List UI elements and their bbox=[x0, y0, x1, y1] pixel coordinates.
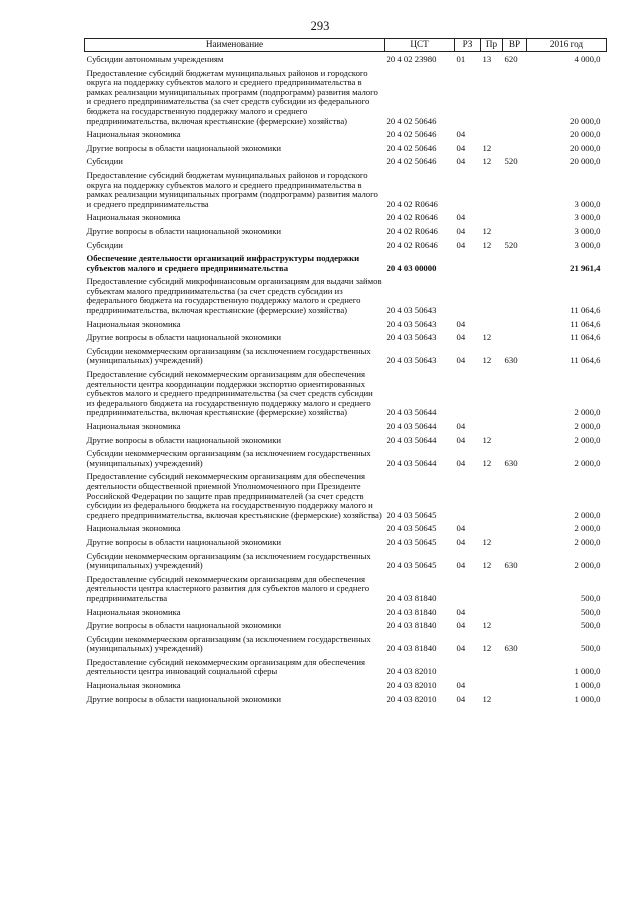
row-pr: 12 bbox=[482, 643, 492, 654]
row-cst: 20 4 02 50646 bbox=[386, 156, 437, 167]
row-name: Предоставление субсидий некоммерческим организациям для обеспечения деятельности центра координации поддержки экспортно ориентированных субъектов малого и среднего предпринимательства (за счет средств субсидии из федерального бюджета на государственную поддержку малого и среднего предпринимательства, включая крестьянские (фермерские) хозяйства) bbox=[86, 369, 373, 418]
row-cst: 20 4 03 50644 bbox=[386, 421, 437, 431]
row-pr bbox=[481, 469, 503, 521]
row-vr bbox=[503, 367, 527, 419]
row-cst: 20 4 02 R0646 bbox=[386, 225, 438, 236]
row-cst: 20 4 03 81840 bbox=[386, 606, 437, 617]
row-pr bbox=[481, 605, 503, 619]
row-name: Национальная экономика bbox=[86, 421, 181, 431]
row-cst: 20 4 03 50643 bbox=[386, 355, 437, 366]
table-row bbox=[85, 344, 607, 367]
row-cst: 20 4 03 50644 bbox=[386, 407, 437, 418]
row-name: Предоставление субсидий некоммерческим организациям для обеспечения деятельности центра кластерного развития для субъектов малого и среднего предпринимательства bbox=[86, 573, 370, 603]
row-name: Другие вопросы в области национальной экономики bbox=[86, 434, 282, 445]
row-cst: 20 4 03 50644 bbox=[386, 434, 437, 445]
row-cst: 20 4 02 50646 bbox=[386, 142, 437, 153]
row-rz: 04 bbox=[456, 156, 466, 167]
row-name: Субсидии bbox=[86, 156, 123, 167]
row-rz: 04 bbox=[456, 457, 466, 468]
row-rz: 04 bbox=[456, 421, 466, 431]
row-vr bbox=[503, 655, 527, 678]
row-pr: 12 bbox=[482, 332, 492, 343]
row-name: Национальная экономика bbox=[86, 212, 181, 223]
table-row bbox=[85, 433, 607, 447]
row-sum: 3 000,0 bbox=[574, 198, 601, 209]
row-pr: 12 bbox=[482, 457, 492, 468]
row-pr: 12 bbox=[482, 239, 492, 250]
row-vr bbox=[503, 433, 527, 447]
row-rz: 04 bbox=[456, 536, 466, 547]
row-sum: 500,0 bbox=[580, 592, 601, 603]
row-vr bbox=[503, 274, 527, 316]
row-sum: 2 000,0 bbox=[574, 457, 601, 468]
row-cst: 20 4 03 50645 bbox=[386, 523, 437, 534]
page-number: 293 bbox=[310, 19, 330, 33]
row-rz: 04 bbox=[456, 643, 466, 654]
row-sum: 3 000,0 bbox=[574, 212, 601, 223]
header-cst: ЦСТ bbox=[385, 39, 455, 52]
row-name: Обеспечение деятельности организаций инфраструктуры поддержки субъектов малого и среднего предпринимательства bbox=[86, 253, 360, 273]
row-rz: 04 bbox=[456, 129, 466, 140]
row-rz: 04 bbox=[456, 680, 466, 691]
row-rz: 04 bbox=[456, 239, 466, 250]
row-sum: 20 000,0 bbox=[570, 115, 601, 126]
table-row bbox=[85, 251, 607, 274]
row-rz: 04 bbox=[456, 332, 466, 343]
row-rz bbox=[455, 655, 481, 678]
row-sum: 21 961,4 bbox=[570, 262, 601, 273]
row-name: Другие вопросы в области национальной экономики bbox=[86, 536, 282, 547]
row-rz bbox=[455, 66, 481, 128]
table-row bbox=[85, 274, 607, 316]
table-row bbox=[85, 572, 607, 605]
row-rz: 04 bbox=[456, 560, 466, 571]
row-sum: 11 064,6 bbox=[570, 332, 601, 343]
table-row bbox=[85, 127, 607, 141]
row-name: Предоставление субсидий бюджетам муниципальных районов и городского округа на поддержку субъектов малого и среднего предпринимательства в рамках реализации муниципальных программ (подпрограмм) развития малого и среднего предпринимательства bbox=[86, 169, 378, 209]
row-sum: 11 064,6 bbox=[570, 355, 601, 366]
row-vr: 630 bbox=[504, 643, 518, 654]
row-cst: 20 4 02 50646 bbox=[386, 115, 437, 126]
row-pr: 12 bbox=[482, 156, 492, 167]
row-vr: 520 bbox=[504, 239, 518, 250]
row-pr: 12 bbox=[482, 225, 492, 236]
budget-table bbox=[84, 38, 607, 705]
row-name: Другие вопросы в области национальной экономики bbox=[86, 693, 282, 704]
row-vr bbox=[503, 317, 527, 331]
row-cst: 20 4 03 50643 bbox=[386, 305, 437, 316]
row-cst: 20 4 03 82010 bbox=[386, 680, 437, 691]
table-row bbox=[85, 210, 607, 224]
row-sum: 20 000,0 bbox=[570, 156, 601, 167]
table-row bbox=[85, 618, 607, 632]
row-rz: 04 bbox=[456, 693, 466, 704]
row-rz: 04 bbox=[456, 225, 466, 236]
table-body bbox=[85, 52, 607, 706]
row-cst: 20 4 03 50643 bbox=[386, 332, 437, 343]
row-name: Субсидии некоммерческим организациям (за исключением государственных (муниципальных) учреждений) bbox=[86, 345, 371, 366]
table-header-row bbox=[85, 39, 607, 52]
row-sum: 1 000,0 bbox=[574, 666, 601, 677]
row-pr bbox=[481, 521, 503, 535]
row-cst: 20 4 03 82010 bbox=[386, 666, 437, 677]
table-row bbox=[85, 238, 607, 252]
row-cst: 20 4 03 81840 bbox=[386, 643, 437, 654]
row-cst: 20 4 03 00000 bbox=[386, 262, 437, 273]
row-pr bbox=[481, 168, 503, 210]
row-vr bbox=[503, 618, 527, 632]
row-name: Предоставление субсидий некоммерческим организациям для обеспечения деятельности центра инноваций социальной сферы bbox=[86, 656, 365, 677]
row-cst: 20 4 03 81840 bbox=[386, 592, 437, 603]
table-row bbox=[85, 317, 607, 331]
table-row bbox=[85, 330, 607, 344]
table-row bbox=[85, 605, 607, 619]
row-vr bbox=[503, 535, 527, 549]
table-row bbox=[85, 141, 607, 155]
table-row bbox=[85, 655, 607, 678]
row-name: Субсидии некоммерческим организациям (за исключением государственных (муниципальных) учреждений) bbox=[86, 550, 371, 571]
row-vr bbox=[503, 572, 527, 605]
row-vr bbox=[503, 678, 527, 692]
row-pr: 12 bbox=[482, 536, 492, 547]
row-vr bbox=[503, 251, 527, 274]
row-rz: 01 bbox=[456, 54, 466, 64]
table-row bbox=[85, 66, 607, 128]
row-rz: 04 bbox=[456, 523, 466, 534]
row-cst: 20 4 03 50643 bbox=[386, 318, 437, 329]
table-row bbox=[85, 168, 607, 210]
table-row bbox=[85, 154, 607, 168]
row-name: Другие вопросы в области национальной экономики bbox=[86, 620, 282, 631]
row-pr: 12 bbox=[482, 355, 492, 366]
row-pr: 13 bbox=[482, 54, 492, 64]
row-name: Другие вопросы в области национальной экономики bbox=[86, 142, 282, 153]
row-vr bbox=[503, 210, 527, 224]
row-rz bbox=[455, 274, 481, 316]
table-row bbox=[85, 469, 607, 521]
table-row bbox=[85, 52, 607, 66]
row-sum: 2 000,0 bbox=[574, 523, 601, 534]
row-sum: 1 000,0 bbox=[574, 680, 601, 691]
row-vr: 630 bbox=[504, 457, 518, 468]
row-cst: 20 4 02 23980 bbox=[386, 54, 437, 64]
header-vr: ВР bbox=[503, 39, 527, 52]
row-pr bbox=[481, 210, 503, 224]
row-pr bbox=[481, 655, 503, 678]
row-vr bbox=[503, 419, 527, 433]
row-sum: 2 000,0 bbox=[574, 509, 601, 520]
row-pr bbox=[481, 367, 503, 419]
row-name: Другие вопросы в области национальной экономики bbox=[86, 225, 282, 236]
row-rz bbox=[455, 572, 481, 605]
row-pr bbox=[481, 572, 503, 605]
table-row bbox=[85, 692, 607, 706]
row-pr: 12 bbox=[482, 560, 492, 571]
table-row bbox=[85, 549, 607, 572]
header-rz: РЗ bbox=[455, 39, 481, 52]
row-name: Национальная экономика bbox=[86, 129, 181, 140]
row-sum: 11 064,6 bbox=[570, 305, 601, 316]
row-vr bbox=[503, 521, 527, 535]
row-sum: 500,0 bbox=[580, 620, 601, 631]
row-sum: 500,0 bbox=[580, 606, 601, 617]
row-sum: 2 000,0 bbox=[574, 560, 601, 571]
row-sum: 2 000,0 bbox=[574, 421, 601, 431]
row-sum: 4 000,0 bbox=[574, 54, 601, 64]
row-name: Субсидии некоммерческим организациям (за исключением государственных (муниципальных) учреждений) bbox=[86, 633, 371, 654]
row-sum: 20 000,0 bbox=[570, 142, 601, 153]
row-name: Субсидии автономным учреждениям bbox=[86, 54, 224, 64]
row-name: Предоставление субсидий бюджетам муниципальных районов и городского округа на поддержку субъектов малого и среднего предпринимательства в рамках реализации муниципальных программ (подпрограмм) развития малого и среднего предпринимательства (за счет средств субсидии из федерального бюджета на государственную поддержку малого и среднего предпринимательства, включая крестьянские (фермерские) хозяйства) bbox=[86, 67, 378, 126]
row-pr bbox=[481, 419, 503, 433]
row-pr bbox=[481, 66, 503, 128]
row-cst: 20 4 02 R0646 bbox=[386, 198, 438, 209]
row-cst: 20 4 03 50645 bbox=[386, 536, 437, 547]
row-sum: 2 000,0 bbox=[574, 536, 601, 547]
row-sum: 500,0 bbox=[580, 643, 601, 654]
row-rz: 04 bbox=[456, 212, 466, 223]
row-pr bbox=[481, 251, 503, 274]
table-row bbox=[85, 632, 607, 655]
row-name: Предоставление субсидий некоммерческим организациям для обеспечения деятельности общественной приемной Уполномоченного при Президенте Российской Федерации по защите прав предпринимателей (за счет средств субсидии из федерального бюджета на государственную поддержку малого и среднего предпринимательства, включая крестьянские (фермерские) хозяйства) bbox=[86, 471, 382, 520]
row-cst: 20 4 03 81840 bbox=[386, 620, 437, 631]
row-name: Другие вопросы в области национальной экономики bbox=[86, 332, 282, 343]
row-pr bbox=[481, 678, 503, 692]
row-pr bbox=[481, 127, 503, 141]
row-sum: 2 000,0 bbox=[574, 434, 601, 445]
row-vr bbox=[503, 141, 527, 155]
row-rz: 04 bbox=[456, 606, 466, 617]
row-vr bbox=[503, 330, 527, 344]
row-name: Субсидии некоммерческим организациям (за исключением государственных (муниципальных) учреждений) bbox=[86, 448, 371, 468]
row-pr bbox=[481, 317, 503, 331]
row-pr: 12 bbox=[482, 142, 492, 153]
row-vr bbox=[503, 605, 527, 619]
row-rz: 04 bbox=[456, 318, 466, 329]
row-sum: 11 064,6 bbox=[570, 318, 601, 329]
row-rz: 04 bbox=[456, 620, 466, 631]
row-name: Национальная экономика bbox=[86, 680, 181, 691]
row-rz: 04 bbox=[456, 142, 466, 153]
row-vr: 520 bbox=[504, 156, 518, 167]
row-vr: 630 bbox=[504, 355, 518, 366]
header-year: 2016 год bbox=[527, 39, 607, 52]
row-sum: 2 000,0 bbox=[574, 407, 601, 418]
table-row bbox=[85, 367, 607, 419]
row-cst: 20 4 03 50644 bbox=[386, 457, 437, 468]
row-rz bbox=[455, 251, 481, 274]
table-row bbox=[85, 678, 607, 692]
row-rz bbox=[455, 168, 481, 210]
row-pr bbox=[481, 274, 503, 316]
table-row bbox=[85, 446, 607, 469]
row-vr bbox=[503, 224, 527, 238]
row-cst: 20 4 02 R0646 bbox=[386, 212, 438, 223]
row-pr: 12 bbox=[482, 434, 492, 445]
table-row bbox=[85, 535, 607, 549]
row-name: Национальная экономика bbox=[86, 606, 181, 617]
row-rz bbox=[455, 367, 481, 419]
row-name: Субсидии bbox=[86, 239, 123, 250]
row-sum: 3 000,0 bbox=[574, 225, 601, 236]
header-name: Наименование bbox=[85, 39, 385, 52]
row-name: Национальная экономика bbox=[86, 523, 181, 534]
row-pr: 12 bbox=[482, 620, 492, 631]
table-row bbox=[85, 419, 607, 433]
row-name: Национальная экономика bbox=[86, 318, 181, 329]
row-rz: 04 bbox=[456, 355, 466, 366]
row-cst: 20 4 03 50645 bbox=[386, 560, 437, 571]
row-rz bbox=[455, 469, 481, 521]
row-cst: 20 4 03 82010 bbox=[386, 693, 437, 704]
row-cst: 20 4 02 R0646 bbox=[386, 239, 438, 250]
row-name: Предоставление субсидий микрофинансовым организациям для выдачи займов субъектам малого предпринимательства (за счет средств субсидии из федерального бюджета на государственную поддержку малого и среднего предпринимательства, включая крестьянские (фермерские) хозяйства) bbox=[86, 276, 382, 316]
table-row bbox=[85, 521, 607, 535]
row-sum: 3 000,0 bbox=[574, 239, 601, 250]
row-rz: 04 bbox=[456, 434, 466, 445]
row-vr: 630 bbox=[504, 560, 518, 571]
table-row bbox=[85, 224, 607, 238]
row-cst: 20 4 03 50645 bbox=[386, 509, 437, 520]
row-sum: 20 000,0 bbox=[570, 129, 601, 140]
row-vr bbox=[503, 469, 527, 521]
row-vr bbox=[503, 168, 527, 210]
row-vr bbox=[503, 66, 527, 128]
row-sum: 1 000,0 bbox=[574, 693, 601, 704]
row-cst: 20 4 02 50646 bbox=[386, 129, 437, 140]
header-pr: Пр bbox=[481, 39, 503, 52]
row-vr: 620 bbox=[504, 54, 518, 64]
row-vr bbox=[503, 692, 527, 706]
row-pr: 12 bbox=[482, 693, 492, 704]
row-vr bbox=[503, 127, 527, 141]
